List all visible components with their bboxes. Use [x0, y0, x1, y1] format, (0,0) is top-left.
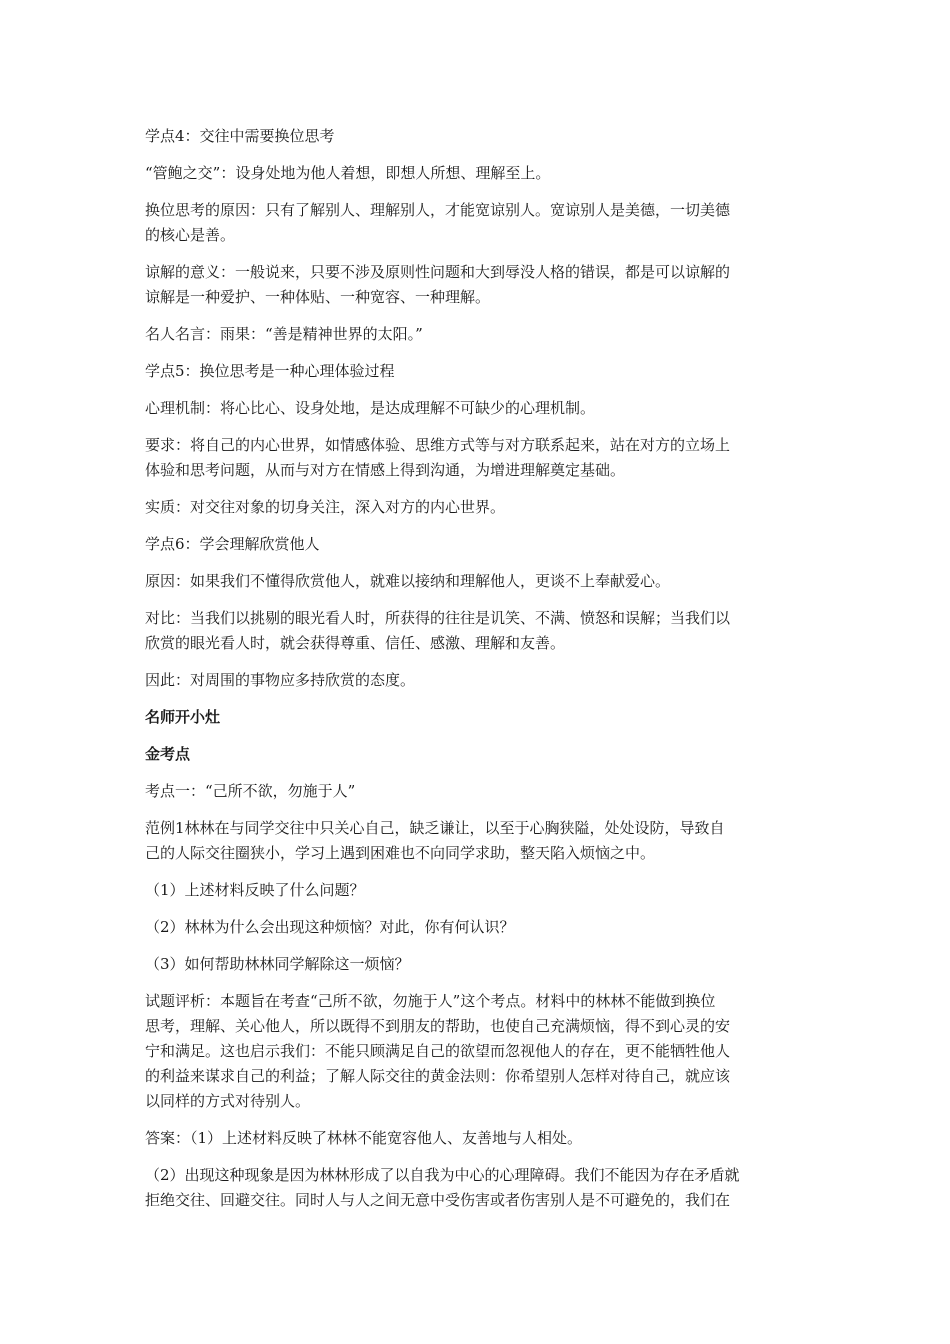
paragraph [145, 161, 809, 186]
text-line: 学点5：换位思考是一种心理体验过程 [145, 362, 395, 380]
paragraph [145, 606, 809, 656]
text-line: 体验和思考问题，从而与对方在情感上得到沟通，为增进理解奠定基础。 [145, 461, 626, 479]
text-line: 名师开小灶 [145, 708, 221, 726]
text-line: 心理机制：将心比心、设身处地，是达成理解不可缺少的心理机制。 [145, 399, 596, 417]
paragraph [145, 952, 809, 977]
text-line: 欣赏的眼光看人时，就会获得尊重、信任、感激、理解和友善。 [145, 634, 566, 652]
text-line: 拒绝交往、回避交往。同时人与人之间无意中受伤害或者伤害别人是不可避免的，我们在 [145, 1191, 731, 1209]
text-line: 以同样的方式对待别人。 [145, 1092, 311, 1110]
text-line: 对比：当我们以挑剔的眼光看人时，所获得的往往是讥笑、不满、愤怒和误解；当我们以 [145, 609, 731, 627]
text-line: （2）林林为什么会出现这种烦恼？对此，你有何认识？ [145, 918, 515, 936]
text-line: “管鲍之交”：设身处地为他人着想，即想人所想、理解至上。 [145, 164, 551, 182]
paragraph [145, 779, 809, 804]
paragraph [145, 198, 809, 248]
text-line: 宁和满足。这也启示我们：不能只顾满足自己的欲望而忽视他人的存在，更不能牺牲他人 [145, 1042, 731, 1060]
text-line: 试题评析：本题旨在考查“己所不欲，勿施于人”这个考点。材料中的林林不能做到换位 [145, 992, 716, 1010]
paragraph [145, 878, 809, 903]
paragraph [145, 359, 809, 384]
text-line: 换位思考的原因：只有了解别人、理解别人，才能宽谅别人。宽谅别人是美德，一切美德 [145, 201, 731, 219]
text-line: 谅解是一种爱护、一种体贴、一种宽容、一种理解。 [145, 288, 491, 306]
text-line: 学点6：学会理解欣赏他人 [145, 535, 320, 553]
paragraph [145, 433, 809, 483]
paragraph [145, 668, 809, 693]
text-line: 金考点 [145, 745, 191, 763]
paragraph [145, 124, 809, 149]
text-line: 己的人际交往圈狭小，学习上遇到困难也不向同学求助，整天陷入烦恼之中。 [145, 844, 656, 862]
paragraph [145, 1163, 809, 1213]
paragraph [145, 816, 809, 866]
text-line: （1）上述材料反映了什么问题？ [145, 881, 365, 899]
text-line: 原因：如果我们不懂得欣赏他人，就难以接纳和理解他人，更谈不上奉献爱心。 [145, 572, 671, 590]
text-line: 考点一：“己所不欲，勿施于人” [145, 782, 356, 800]
text-line: 实质：对交往对象的切身关注，深入对方的内心世界。 [145, 498, 506, 516]
text-line: 谅解的意义：一般说来，只要不涉及原则性问题和大到辱没人格的错误，都是可以谅解的 [145, 263, 731, 281]
paragraph [145, 1126, 809, 1151]
text-line: 答案：（1）上述材料反映了林林不能宽容他人、友善地与人相处。 [145, 1129, 583, 1147]
paragraph [145, 495, 809, 520]
section-heading [145, 742, 809, 767]
text-line: 的利益来谋求自己的利益；了解人际交往的黄金法则：你希望别人怎样对待自己，就应该 [145, 1067, 731, 1085]
paragraph [145, 989, 809, 1114]
text-line: （2）出现这种现象是因为林林形成了以自我为中心的心理障碍。我们不能因为存在矛盾就 [145, 1166, 740, 1184]
text-line: 因此：对周围的事物应多持欣赏的态度。 [145, 671, 416, 689]
section-heading [145, 705, 809, 730]
text-line: 要求：将自己的内心世界，如情感体验、思维方式等与对方联系起来，站在对方的立场上 [145, 436, 731, 454]
text-line: 范例1林林在与同学交往中只关心自己，缺乏谦让，以至于心胸狭隘，处处设防，导致自 [145, 819, 725, 837]
text-line: 名人名言：雨果：“善是精神世界的太阳。” [145, 325, 423, 343]
text-line: 的核心是善。 [145, 226, 236, 244]
text-line: （3）如何帮助林林同学解除这一烦恼？ [145, 955, 410, 973]
text-line: 思考，理解、关心他人，所以既得不到朋友的帮助，也使自己充满烦恼，得不到心灵的安 [145, 1017, 731, 1035]
paragraph [145, 260, 809, 310]
paragraph [145, 915, 809, 940]
text-line: 学点4：交往中需要换位思考 [145, 127, 335, 145]
document-page [145, 124, 809, 1225]
paragraph [145, 532, 809, 557]
paragraph [145, 396, 809, 421]
paragraph [145, 322, 809, 347]
paragraph [145, 569, 809, 594]
